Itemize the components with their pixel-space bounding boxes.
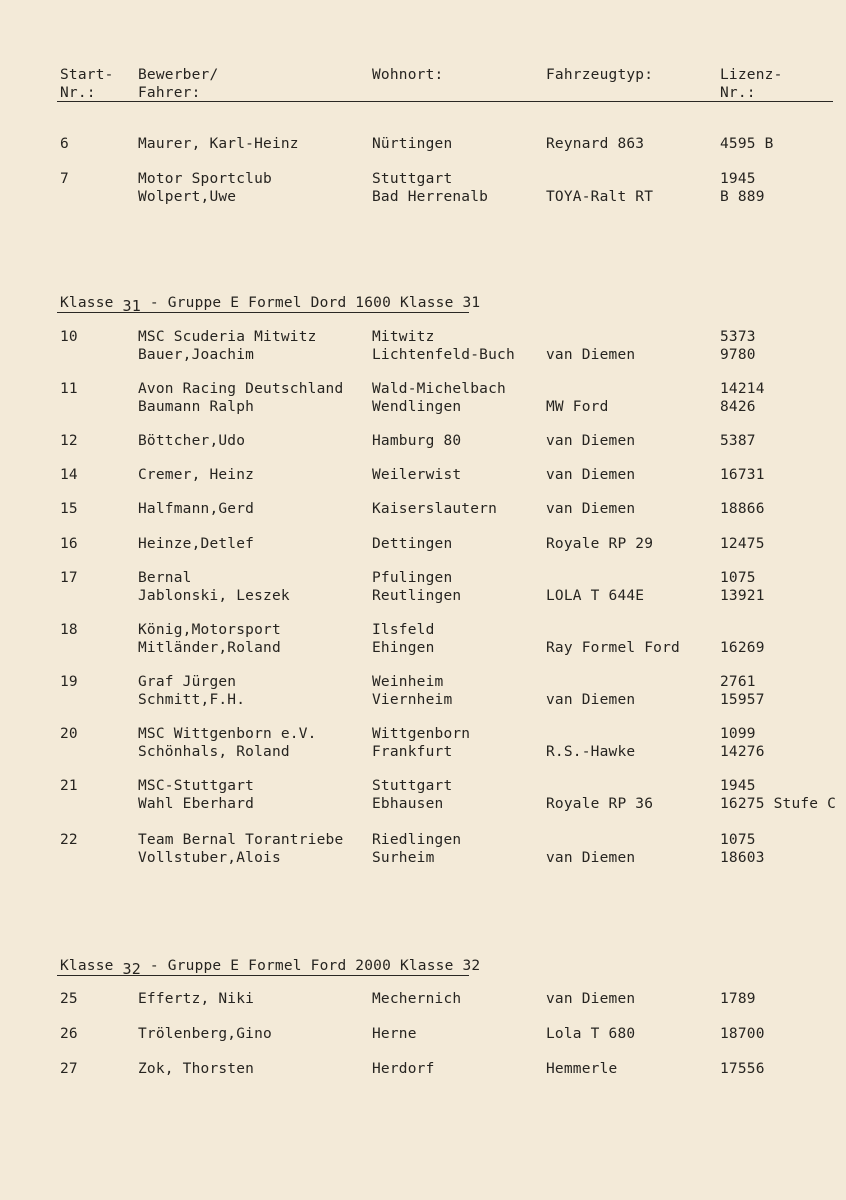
entry-nr (60, 381, 78, 399)
entry-nr (60, 674, 78, 692)
entry-names-line: Maurer, Karl-Heinz (138, 136, 299, 152)
entry-lizenz-line: 17556 (720, 1061, 765, 1077)
entry-orte (372, 536, 452, 554)
entry-typ-line: van Diemen (546, 467, 636, 483)
entry-orte-line: Dettingen (372, 536, 453, 552)
entry-lizenz (720, 832, 765, 867)
entry-lizenz-line: 18603 (720, 849, 765, 866)
entry-typ-line: MW Ford (546, 398, 609, 415)
entry-names (138, 501, 254, 519)
entry-orte (372, 1026, 417, 1044)
entry-names-line: Schönhals, Roland (138, 743, 290, 760)
header-rule (57, 101, 833, 102)
entry-orte-line: Riedlingen (372, 832, 462, 848)
column-header (0, 66, 846, 104)
entry-typ-line: van Diemen (546, 849, 636, 866)
entry-names-line: Böttcher,Udo (138, 433, 246, 449)
entry-lizenz-line: 14276 (720, 743, 765, 760)
entry-orte (372, 674, 452, 709)
entry-names-line: MSC Scuderia Mitwitz (138, 329, 317, 345)
entry-lizenz-line: 1075 (720, 570, 756, 586)
entry-orte-line: Stuttgart (372, 778, 453, 794)
entry-typ-line: R.S.-Hawke (546, 743, 636, 760)
entry-names-line: MSC-Stuttgart (138, 778, 255, 794)
entry-nr (60, 136, 69, 154)
entry-names (138, 674, 245, 709)
start-number: 21 (60, 778, 78, 794)
entry-names-line: Zok, Thorsten (138, 1061, 255, 1077)
entry-nr (60, 570, 78, 588)
entry-names-line: König,Motorsport (138, 622, 281, 638)
entry-orte-line: Herne (372, 1026, 417, 1042)
entry-orte-line: Nürtingen (372, 136, 453, 152)
entry-names (138, 570, 290, 605)
entry-lizenz-line: 1789 (720, 991, 756, 1007)
entry-names-line: Heinze,Detlef (138, 536, 255, 552)
entry-typ (546, 329, 635, 364)
entry-orte (372, 171, 488, 206)
entry-names-line: Trölenberg,Gino (138, 1026, 272, 1042)
entry-lizenz-line: 1945 (720, 171, 756, 187)
entry-orte-line: Weinheim (372, 674, 444, 690)
entry-orte-line: Wald-Michelbach (372, 381, 506, 397)
start-number: 15 (60, 501, 78, 517)
entry-orte (372, 832, 461, 867)
entry-names (138, 329, 317, 364)
entry-typ (546, 832, 635, 867)
entry-nr (60, 536, 78, 554)
start-number: 16 (60, 536, 78, 552)
entry-orte-line: Frankfurt (372, 743, 453, 760)
entry-typ (546, 622, 680, 657)
entry-names-line: Schmitt,F.H. (138, 691, 246, 708)
entry-orte-line: Ilsfeld (372, 622, 435, 638)
entry-orte-line: Kaiserslautern (372, 501, 498, 517)
section-title-klasse-31: Klasse 31 - Gruppe E Formel Dord 1600 Klasse 31 (60, 295, 481, 315)
entry-orte-line: Hamburg 80 (372, 433, 462, 449)
entry-names (138, 1026, 272, 1044)
entry-typ-line: Lola T 680 (546, 1026, 636, 1042)
start-number: 25 (60, 991, 78, 1007)
section-rule-32 (57, 975, 469, 976)
entry-names-line: Vollstuber,Alois (138, 849, 281, 866)
entry-names (138, 467, 254, 485)
entry-orte (372, 778, 452, 813)
entry-names-line: Wahl Eberhard (138, 795, 255, 812)
entry-typ-line: van Diemen (546, 691, 636, 708)
entry-typ-line: Royale RP 36 (546, 795, 654, 812)
entry-lizenz-line: 15957 (720, 691, 765, 708)
header-bewerber: Bewerber/ Fahrer: (138, 67, 219, 101)
entry-lizenz (720, 536, 765, 554)
entry-typ-line: LOLA T 644E (546, 587, 645, 604)
entry-names-line: Cremer, Heinz (138, 467, 255, 483)
entry-lizenz (720, 991, 756, 1009)
entry-typ-line: van Diemen (546, 346, 636, 363)
entry-names (138, 832, 343, 867)
entry-typ (546, 1061, 617, 1079)
entry-lizenz-line: 18700 (720, 1026, 765, 1042)
entry-typ-line: Hemmerle (546, 1061, 618, 1077)
start-number: 17 (60, 570, 78, 586)
entry-lizenz-line: 5387 (720, 433, 756, 449)
entry-orte-line: Surheim (372, 849, 435, 866)
entry-nr (60, 991, 78, 1009)
entry-orte (372, 1061, 435, 1079)
start-number: 19 (60, 674, 78, 690)
entry-typ (546, 501, 635, 519)
entry-names (138, 136, 299, 154)
entry-lizenz-line: 1945 (720, 778, 756, 794)
entry-nr (60, 501, 78, 519)
entry-names (138, 1061, 254, 1079)
entry-lizenz (720, 136, 774, 154)
entry-names-line: Mitländer,Roland (138, 639, 281, 656)
entry-orte-line: Viernheim (372, 691, 453, 708)
entry-lizenz (720, 171, 765, 206)
entry-typ (546, 467, 635, 485)
entry-orte (372, 136, 452, 154)
entry-lizenz (720, 1026, 765, 1044)
entry-lizenz-line: 1075 (720, 832, 756, 848)
entry-orte-line: Weilerwist (372, 467, 462, 483)
entry-names-line: Team Bernal Torantriebe (138, 832, 344, 848)
entry-orte-line: Ehingen (372, 639, 435, 656)
start-number: 14 (60, 467, 78, 483)
start-number: 20 (60, 726, 78, 742)
entry-typ (546, 536, 653, 554)
entry-names-line: Effertz, Niki (138, 991, 255, 1007)
entry-lizenz-line: 16269 (720, 639, 765, 656)
entry-names (138, 778, 254, 813)
entry-lizenz-line: B 889 (720, 188, 765, 205)
entry-lizenz (720, 501, 765, 519)
entry-lizenz (720, 381, 765, 416)
entry-lizenz (720, 622, 765, 657)
entry-typ-line: Reynard 863 (546, 136, 645, 152)
entry-orte-line: Pfulingen (372, 570, 453, 586)
entry-lizenz (720, 674, 765, 709)
entry-typ-line: van Diemen (546, 433, 636, 449)
entry-lizenz (720, 570, 765, 605)
entry-lizenz-line: 18866 (720, 501, 765, 517)
start-number: 11 (60, 381, 78, 397)
entry-lizenz (720, 778, 836, 813)
entry-names-line: Jablonski, Leszek (138, 587, 290, 604)
entry-typ (546, 726, 635, 761)
start-number: 22 (60, 832, 78, 848)
start-number: 6 (60, 136, 69, 152)
entry-orte-line: Lichtenfeld-Buch (372, 346, 515, 363)
entry-lizenz (720, 467, 765, 485)
start-number: 10 (60, 329, 78, 345)
entry-orte-line: Wittgenborn (372, 726, 471, 742)
start-number: 12 (60, 433, 78, 449)
entry-orte (372, 991, 461, 1009)
start-number: 7 (60, 171, 69, 187)
header-wohnort: Wohnort: (372, 67, 444, 83)
entry-typ (546, 136, 644, 154)
entry-names (138, 536, 254, 554)
entry-orte (372, 381, 506, 416)
entry-typ-line: Royale RP 29 (546, 536, 654, 552)
entry-lizenz-line: 5373 (720, 329, 756, 345)
entry-lizenz (720, 726, 765, 761)
entry-names (138, 726, 317, 761)
entry-typ (546, 433, 635, 451)
entry-typ-line: van Diemen (546, 991, 636, 1007)
entry-typ (546, 991, 635, 1009)
entry-names-line: Avon Racing Deutschland (138, 381, 344, 397)
entry-nr (60, 622, 78, 640)
entry-lizenz-line: 14214 (720, 381, 765, 397)
entry-orte (372, 726, 470, 761)
entry-names-line: Halfmann,Gerd (138, 501, 255, 517)
entry-names-line: MSC Wittgenborn e.V. (138, 726, 317, 742)
entry-lizenz-line: 2761 (720, 674, 756, 690)
entry-nr (60, 171, 69, 189)
start-number: 26 (60, 1026, 78, 1042)
entry-orte (372, 433, 461, 451)
entry-nr (60, 1026, 78, 1044)
entry-orte-line: Mechernich (372, 991, 462, 1007)
entry-lizenz-line: 12475 (720, 536, 765, 552)
entry-names (138, 991, 254, 1009)
entry-typ (546, 778, 653, 813)
entry-nr (60, 433, 78, 451)
entry-names-line: Motor Sportclub (138, 171, 272, 187)
entry-nr (60, 1061, 78, 1079)
entry-names (138, 622, 281, 657)
entry-typ (546, 674, 635, 709)
entry-names-line: Bernal (138, 570, 192, 586)
entry-orte-line: Stuttgart (372, 171, 453, 187)
entry-typ-line: TOYA-Ralt RT (546, 188, 654, 205)
entry-orte-line: Bad Herrenalb (372, 188, 489, 205)
entry-nr (60, 329, 78, 347)
entry-orte-line: Mitwitz (372, 329, 435, 345)
entry-orte-line: Herdorf (372, 1061, 435, 1077)
header-lizenz: Lizenz- Nr.: (720, 67, 783, 101)
entry-typ (546, 1026, 635, 1044)
entry-typ (546, 381, 609, 416)
entry-nr (60, 726, 78, 744)
section-title-klasse-32: Klasse 32 - Gruppe E Formel Ford 2000 Klasse 32 (60, 958, 481, 978)
entry-orte (372, 570, 461, 605)
section-rule-31 (57, 312, 469, 313)
entry-names (138, 433, 245, 451)
entry-typ-line: van Diemen (546, 501, 636, 517)
entry-lizenz-line: 13921 (720, 587, 765, 604)
entry-orte-line: Reutlingen (372, 587, 462, 604)
entry-names-line: Baumann Ralph (138, 398, 255, 415)
entry-names (138, 171, 272, 206)
entry-names-line: Bauer,Joachim (138, 346, 255, 363)
entry-orte (372, 622, 435, 657)
entry-typ-line: Ray Formel Ford (546, 639, 680, 656)
entry-orte (372, 501, 497, 519)
entry-lizenz-line: 4595 B (720, 136, 774, 152)
start-number: 27 (60, 1061, 78, 1077)
entry-nr (60, 832, 78, 850)
entry-orte-line: Wendlingen (372, 398, 462, 415)
entry-typ (546, 171, 653, 206)
header-fahrzeugtyp: Fahrzeugtyp: (546, 67, 654, 83)
entry-lizenz (720, 329, 756, 364)
entry-lizenz-line: 16275 Stufe C (720, 795, 837, 812)
entry-lizenz (720, 1061, 765, 1079)
entry-lizenz (720, 433, 756, 451)
entry-typ (546, 570, 644, 605)
entry-names-line: Wolpert,Uwe (138, 188, 237, 205)
entry-lizenz-line: 16731 (720, 467, 765, 483)
entry-nr (60, 778, 78, 796)
entry-names (138, 381, 343, 416)
start-number: 18 (60, 622, 78, 638)
entry-lizenz-line: 1099 (720, 726, 756, 742)
entry-names-line: Graf Jürgen (138, 674, 237, 690)
entry-nr (60, 467, 78, 485)
entry-orte (372, 329, 515, 364)
header-start: Start- Nr.: (60, 67, 114, 101)
entry-orte-line: Ebhausen (372, 795, 444, 812)
entry-lizenz-line: 9780 (720, 346, 756, 363)
entry-lizenz-line: 8426 (720, 398, 756, 415)
entry-orte (372, 467, 461, 485)
